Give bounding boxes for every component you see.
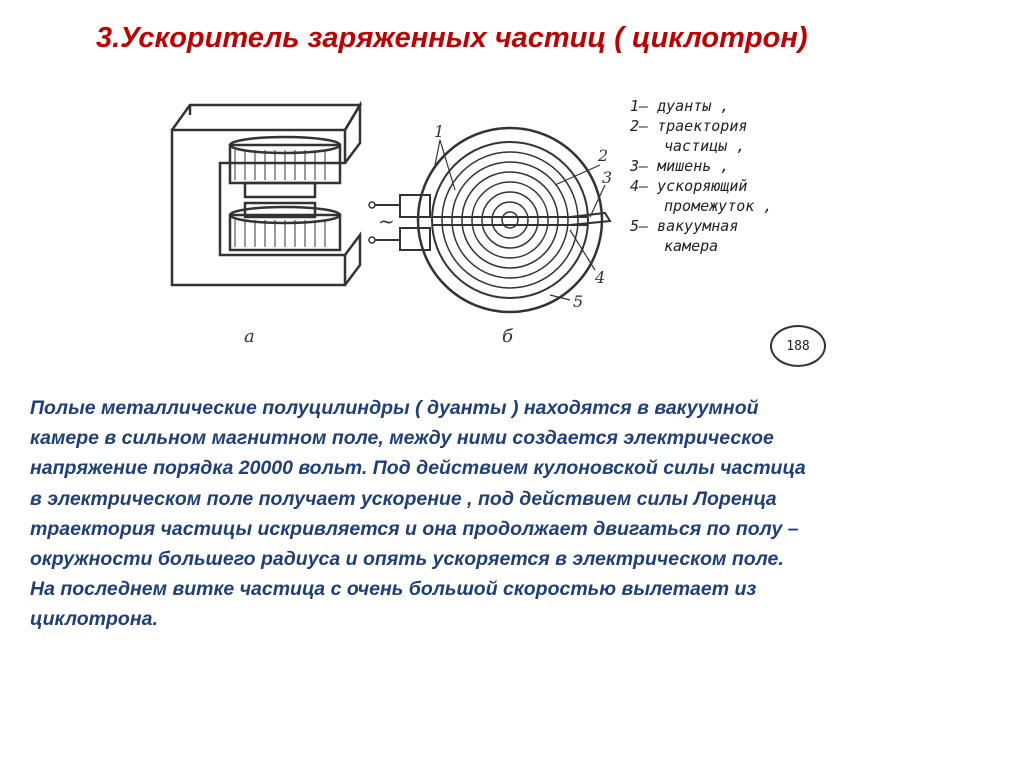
body-line: На последнем витке частица с очень большой скоростью вылетает из	[30, 578, 757, 601]
figure-number-badge: 188	[770, 325, 826, 367]
body-line: камере в сильном магнитном поле, между ними создается электрическое	[30, 427, 774, 450]
sublabel-a: а	[244, 326, 255, 347]
part-label-3: 3	[602, 168, 613, 187]
ac-symbol: ~	[378, 209, 395, 233]
part-label-1: 1	[434, 122, 445, 141]
body-line: Полые металлические полуцилиндры ( дуанты ) находятся в вакуумной	[30, 397, 759, 419]
magnet-drawing	[172, 105, 360, 285]
legend-item-3: 3– мишень ,	[630, 157, 730, 175]
part-label-5: 5	[573, 292, 584, 311]
legend-item-5-cont: камера	[664, 237, 719, 255]
legend-item-5: 5– вакуумная	[630, 217, 739, 235]
body-paragraph	[30, 393, 990, 635]
body-line: циклотрона.	[30, 608, 158, 631]
legend-item-2-cont: частицы ,	[664, 137, 746, 155]
body-line: в электрическом поле получает ускорение , под действием силы Лоренца	[30, 487, 777, 510]
legend-item-2: 2– траектория	[630, 117, 748, 135]
legend-item-1: 1– дуанты ,	[630, 97, 730, 115]
body-line: траектория частицы искривляется и она продолжает двигаться по полу –	[30, 517, 799, 540]
slide-title: 3.Ускоритель заряженных частиц ( циклотрон)	[96, 22, 808, 54]
sublabel-b: б	[502, 326, 513, 347]
part-label-2: 2	[598, 146, 609, 165]
legend-item-4-cont: промежуток ,	[664, 197, 773, 215]
dees-drawing	[369, 128, 613, 312]
figure-legend	[630, 96, 830, 256]
legend-item-4: 4– ускоряющий	[630, 177, 748, 195]
body-line: окружности большего радиуса и опять ускоряется в электрическом поле.	[30, 548, 784, 571]
body-line: напряжение порядка 20000 вольт. Под действием кулоновской силы частица	[30, 457, 806, 480]
part-label-4: 4	[595, 268, 606, 287]
